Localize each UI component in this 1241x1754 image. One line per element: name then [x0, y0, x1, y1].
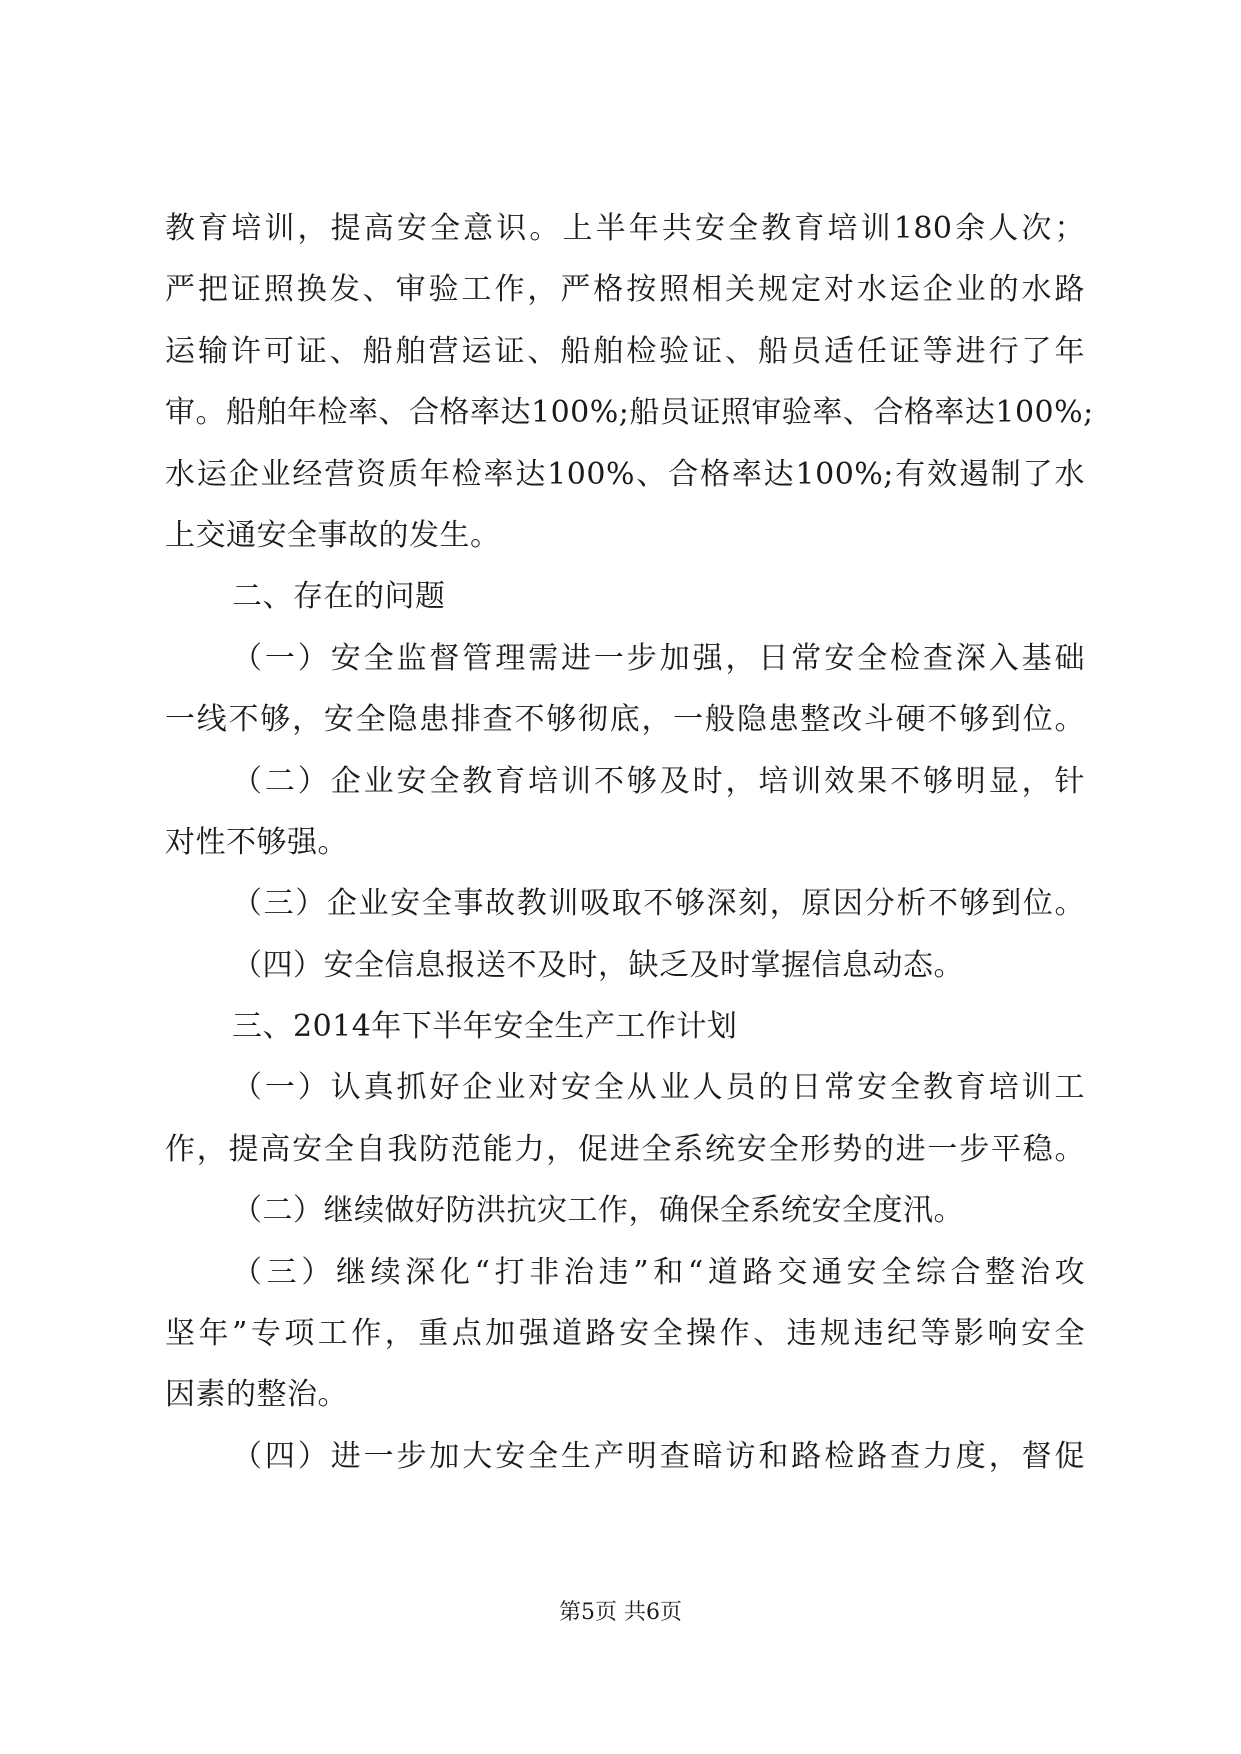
section-heading-line: 三、2014年下半年安全生产工作计划 — [232, 1009, 738, 1045]
section-heading-line: （四）安全信息报送不及时，缺乏及时掌握信息动态。 — [232, 947, 964, 983]
paragraph-line: 运输许可证、船舶营运证、船舶检验证、船员适任证等进行了年 — [165, 333, 1085, 369]
page-footer: 第5页 共6页 — [559, 1600, 682, 1625]
paragraph-line: （四）进一步加大安全生产明查暗访和路检路查力度，督促 — [232, 1438, 1085, 1474]
section-heading-line: （二）继续做好防洪抗灾工作，确保全系统安全度汛。 — [232, 1193, 964, 1229]
paragraph-line: 水运企业经营资质年检率达100%、合格率达100%;有效遏制了水 — [165, 456, 1085, 492]
paragraph-line: 坚年”专项工作，重点加强道路安全操作、违规违纪等影响安全 — [165, 1316, 1085, 1352]
paragraph-line: （三）继续深化“打非治违”和“道路交通安全综合整治攻 — [232, 1254, 1085, 1290]
paragraph-line: （一）认真抓好企业对安全从业人员的日常安全教育培训工 — [232, 1070, 1085, 1106]
paragraph-line: 一线不够，安全隐患排查不够彻底，一般隐患整改斗硬不够到位。 — [165, 702, 1085, 738]
document-body — [165, 198, 1094, 1487]
paragraph-line: 审。船舶年检率、合格率达100%;船员证照审验率、合格率达100%; — [165, 395, 1094, 431]
paragraph-line: 上交通安全事故的发生。 — [165, 517, 501, 553]
section-heading-line: 二、存在的问题 — [232, 579, 446, 615]
paragraph-line: （二）企业安全教育培训不够及时，培训效果不够明显，针 — [232, 763, 1085, 799]
paragraph-line: 因素的整治。 — [165, 1377, 348, 1413]
paragraph-line: 对性不够强。 — [165, 824, 348, 860]
paragraph-line: 教育培训，提高安全意识。上半年共安全教育培训180余人次； — [165, 211, 1085, 246]
paragraph-line: 作，提高安全自我防范能力，促进全系统安全形势的进一步平稳。 — [165, 1131, 1085, 1167]
paragraph-line: 严把证照换发、审验工作，严格按照相关规定对水运企业的水路 — [165, 272, 1085, 308]
paragraph-line: （一）安全监督管理需进一步加强，日常安全检查深入基础 — [232, 640, 1085, 676]
paragraph-line: （三）企业安全事故教训吸取不够深刻，原因分析不够到位。 — [232, 886, 1085, 922]
